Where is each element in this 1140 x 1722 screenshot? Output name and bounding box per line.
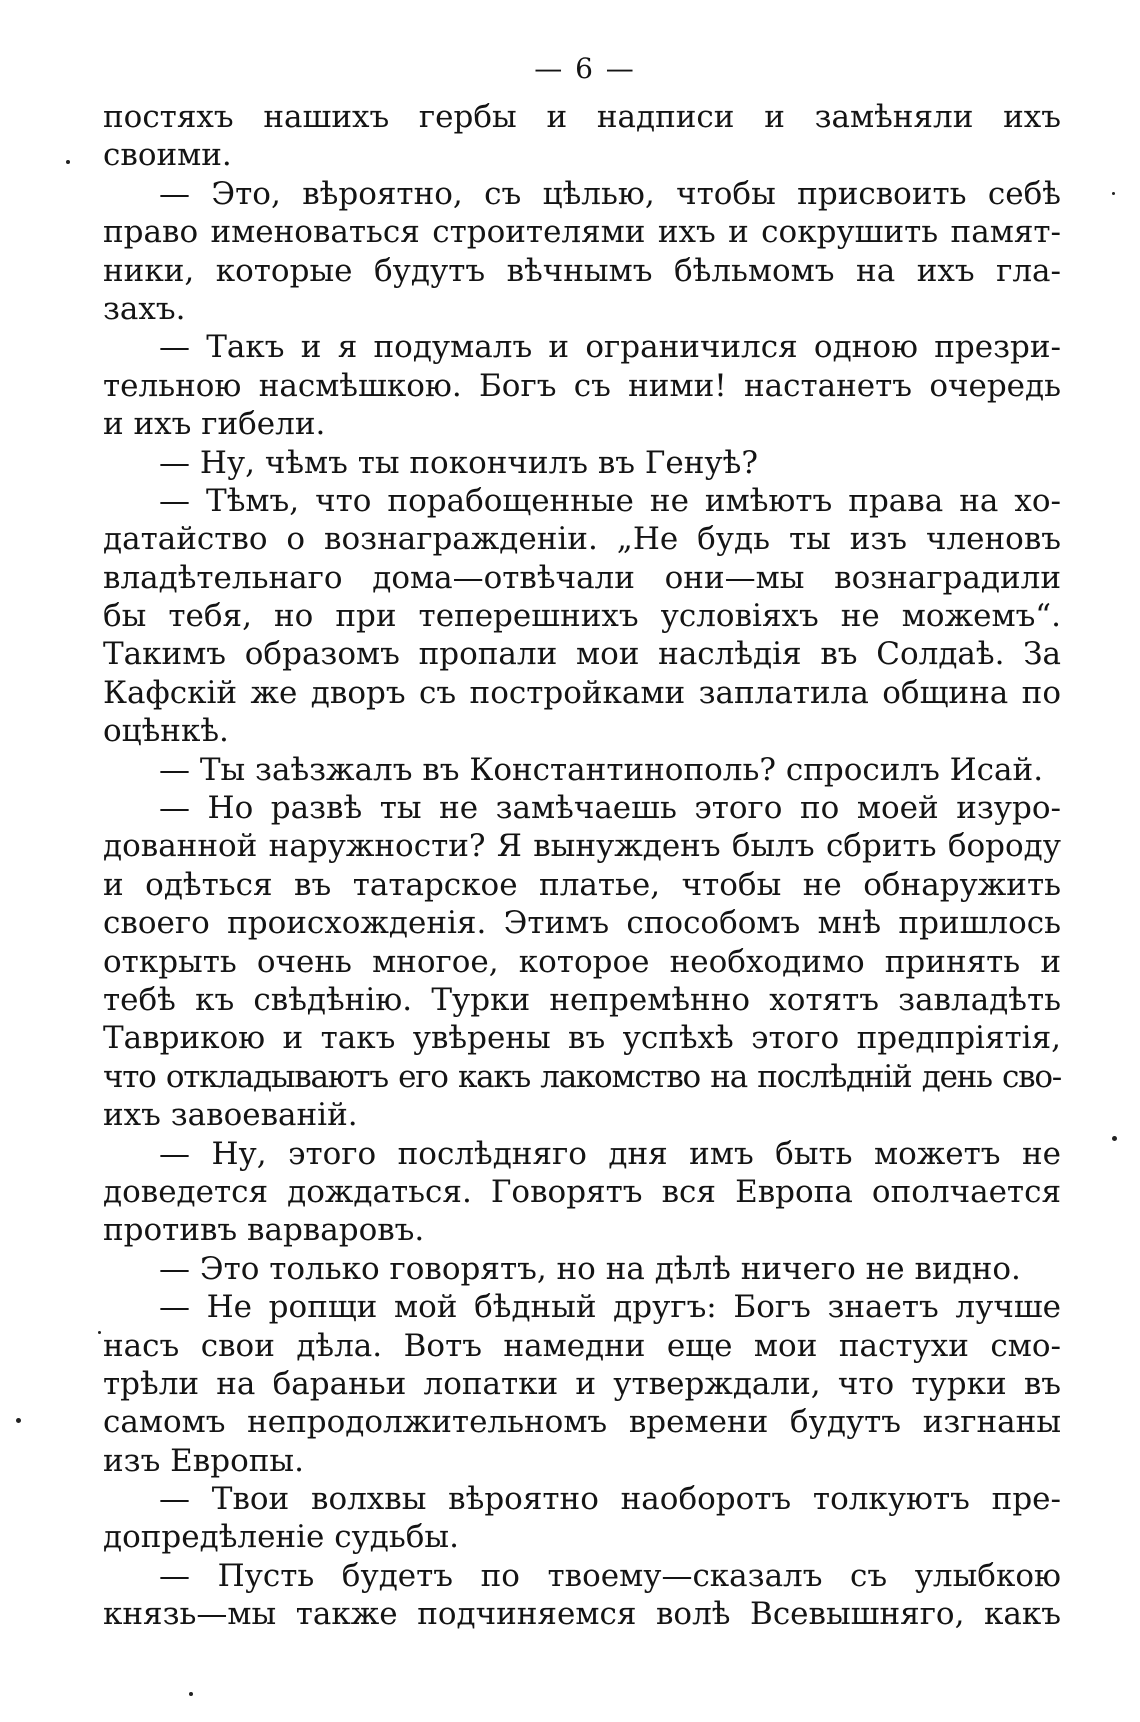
text-line: — Твои волхвы вѣроятно наоборотъ толкуютъ пре- — [159, 1481, 1061, 1518]
print-speck — [1112, 1136, 1117, 1141]
text-line: изъ Европы. — [103, 1442, 304, 1479]
text-line: право именоваться строителями ихъ и сокрушить памят- — [103, 214, 1061, 251]
text-line: противъ варваровъ. — [103, 1212, 425, 1249]
text-line: князь—мы также подчиняемся волѣ Всевышняго, какъ — [103, 1596, 1061, 1633]
text-line: — Ты заѣзжалъ въ Константинополь? спросилъ Исай. — [159, 751, 1044, 788]
body-text — [103, 98, 1061, 1634]
text-line: постяхъ нашихъ гербы и надписи и замѣняли ихъ — [103, 99, 1061, 135]
text-line: — Но развѣ ты не замѣчаешь этого по моей изуро- — [159, 790, 1061, 827]
text-line: — Ну, этого послѣдняго дня имъ быть можетъ не — [159, 1135, 1061, 1172]
text-line: самомъ непродолжительномъ времени будутъ изгнаны — [103, 1404, 1061, 1441]
text-line: Таврикою и такъ увѣрены въ успѣхѣ этого предпріятія, — [103, 1020, 1061, 1057]
text-line: — Это, вѣроятно, съ цѣлью, чтобы присвоить себѣ — [159, 175, 1061, 212]
text-line: ники, которые будутъ вѣчнымъ бѣльмомъ на ихъ гла- — [103, 252, 1061, 289]
text-line: — Это только говорятъ, но на дѣлѣ ничего не видно. — [159, 1250, 1021, 1287]
text-line: и ихъ гибели. — [103, 406, 326, 443]
text-line: трѣли на бараньи лопатки и утверждали, что турки въ — [103, 1365, 1061, 1402]
text-line: — Не ропщи мой бѣдный другъ: Богъ знаетъ лучше — [159, 1289, 1061, 1326]
text-line: своими. — [103, 137, 232, 174]
print-speck — [189, 1692, 193, 1696]
text-line: — Пусть будетъ по твоему—сказалъ съ улыбкою — [159, 1557, 1061, 1594]
text-line: своего происхожденія. Этимъ способомъ мнѣ пришлось — [103, 905, 1061, 942]
print-speck — [1112, 192, 1115, 195]
text-line: насъ свои дѣла. Вотъ намедни еще мои пастухи смо- — [103, 1327, 1061, 1364]
text-line: датайство о вознагражденіи. „Не будь ты изъ членовъ — [103, 521, 1061, 558]
print-speck — [16, 1418, 21, 1423]
text-line: бы тебя, но при теперешнихъ условіяхъ не можемъ“. — [103, 598, 1061, 635]
text-line: — Ну, чѣмъ ты покончилъ въ Генуѣ? — [159, 444, 758, 481]
text-line: открыть очень многое, которое необходимо принять и — [103, 943, 1061, 980]
text-line: Кафскій же дворъ съ постройками заплатила община по — [103, 674, 1061, 711]
text-line: владѣтельнаго дома—отвѣчали они—мы вознаградили — [103, 559, 1061, 596]
text-line: захъ. — [103, 290, 186, 327]
text-line: доведется дождаться. Говорятъ вся Европа ополчается — [103, 1173, 1061, 1210]
print-speck — [66, 160, 70, 164]
text-line: тельною насмѣшкою. Богъ съ ними! настанетъ очередь — [103, 367, 1061, 404]
text-line: что откладываютъ его какъ лакомство на послѣдній день сво- — [103, 1058, 1061, 1095]
page-number: — 6 — — [534, 52, 636, 85]
text-line: — Тѣмъ, что порабощенные не имѣютъ права на хо- — [159, 482, 1061, 519]
text-line: и одѣться въ татарское платье, чтобы не обнаружить — [103, 866, 1061, 903]
text-line: допредѣленіе судьбы. — [103, 1519, 459, 1556]
print-speck — [98, 1331, 101, 1334]
text-line: тебѣ къ свѣдѣнію. Турки непремѣнно хотятъ завладѣть — [103, 981, 1061, 1018]
text-line: оцѣнкѣ. — [103, 713, 229, 750]
text-line: — Такъ и я подумалъ и ограничился одною презри- — [159, 329, 1061, 366]
text-line: Такимъ образомъ пропали мои наслѣдія въ Солдаѣ. За — [103, 636, 1061, 673]
text-line: ихъ завоеваній. — [103, 1097, 358, 1134]
text-line: дованной наружности? Я вынужденъ былъ сбрить бороду — [103, 828, 1061, 865]
